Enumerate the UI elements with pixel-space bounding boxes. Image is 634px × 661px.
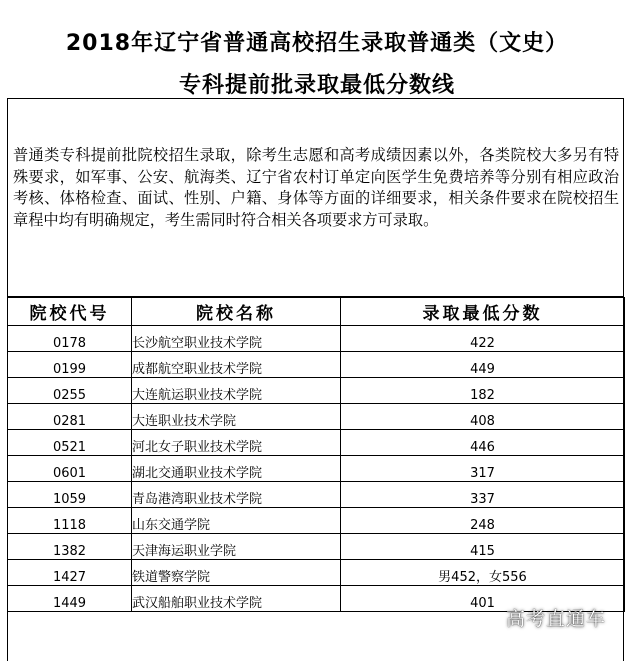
- cell-code: 0521: [8, 430, 132, 456]
- cell-score: 446: [341, 430, 625, 456]
- table-row: [8, 352, 625, 378]
- cell-score: 422: [341, 326, 625, 352]
- cell-code: 1427: [8, 560, 132, 586]
- header-row: [8, 298, 625, 326]
- cell-code: 1449: [8, 586, 132, 612]
- cell-code: 1382: [8, 534, 132, 560]
- watermark: 高考直通车: [505, 608, 606, 630]
- note-text: 普通类专科提前批院校招生录取，除考生志愿和高考成绩因素以外，各类院校大多另有特殊要求，如军事、公安、航海类、辽宁省农村订单定向医学生免费培养等分别有相应政治考核、体格检查、面试、性别、户籍、身体等方面的详细要求，相关条件要求在院校招生章程中均有明确规定，考生需同时符合相关各项要求方可录取。: [13, 146, 619, 229]
- title-line-1: 2018年辽宁省普通高校招生录取普通类（文史）: [65, 31, 569, 56]
- score-table: [7, 297, 625, 612]
- table-row: [8, 482, 625, 508]
- cell-score: 408: [341, 404, 625, 430]
- cell-code: 0601: [8, 456, 132, 482]
- cell-name: 湖北交通职业技术学院: [132, 456, 341, 482]
- note-box: [7, 98, 624, 297]
- cell-name: 长沙航空职业技术学院: [132, 326, 341, 352]
- cell-name: 河北女子职业技术学院: [132, 430, 341, 456]
- table-row: [8, 456, 625, 482]
- cell-name: 大连职业技术学院: [132, 404, 341, 430]
- cell-score: 401: [341, 586, 625, 612]
- cell-name: 天津海运职业学院: [132, 534, 341, 560]
- cell-code: 0178: [8, 326, 132, 352]
- cell-code: 0199: [8, 352, 132, 378]
- table-row: [8, 404, 625, 430]
- cell-code: 0281: [8, 404, 132, 430]
- cell-score: 182: [341, 378, 625, 404]
- header-code: 院校代号: [8, 298, 132, 326]
- cell-score: 449: [341, 352, 625, 378]
- table-row: [8, 430, 625, 456]
- cell-code: 0255: [8, 378, 132, 404]
- table-row: [8, 378, 625, 404]
- header-score: 录取最低分数: [341, 298, 625, 326]
- header-name: 院校名称: [132, 298, 341, 326]
- cell-code: 1118: [8, 508, 132, 534]
- title-line-2: 专科提前批录取最低分数线: [178, 73, 455, 98]
- table-row: [8, 326, 625, 352]
- table-row: [8, 534, 625, 560]
- cell-name: 青岛港湾职业技术学院: [132, 482, 341, 508]
- cell-name: 山东交通学院: [132, 508, 341, 534]
- cell-score: 415: [341, 534, 625, 560]
- cell-name: 武汉船舶职业技术学院: [132, 586, 341, 612]
- cell-score: 337: [341, 482, 625, 508]
- cell-score: 男452，女556: [341, 560, 625, 586]
- cell-name: 成都航空职业技术学院: [132, 352, 341, 378]
- cell-name: 铁道警察学院: [132, 560, 341, 586]
- table-row: [8, 508, 625, 534]
- cell-score: 248: [341, 508, 625, 534]
- table-row: [8, 560, 625, 586]
- cell-score: 317: [341, 456, 625, 482]
- cell-name: 大连航运职业技术学院: [132, 378, 341, 404]
- cell-code: 1059: [8, 482, 132, 508]
